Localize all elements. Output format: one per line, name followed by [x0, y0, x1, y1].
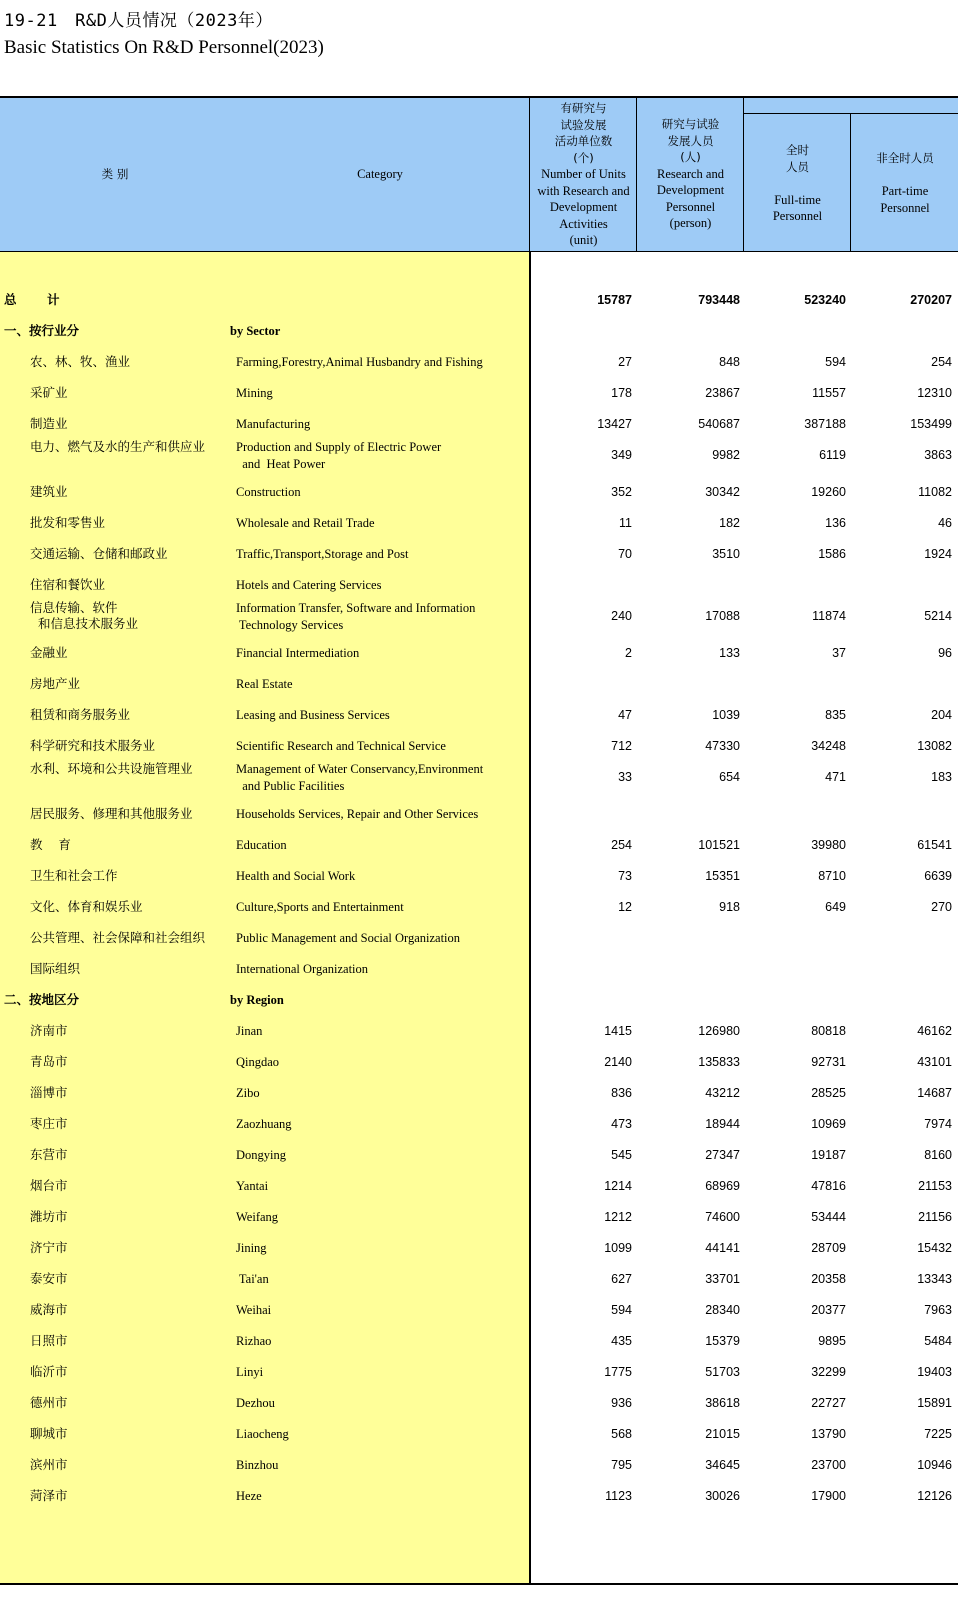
row-value: 270	[931, 900, 952, 914]
row-value: 30026	[705, 1489, 740, 1503]
row-value: 5214	[924, 609, 952, 623]
row-value: 19187	[811, 1148, 846, 1162]
row-category-en: International Organization	[236, 962, 369, 976]
row-category-cn: 二、按地区分	[4, 992, 80, 1007]
row-value: 92731	[811, 1055, 846, 1069]
row-category-en: Zaozhuang	[236, 1117, 292, 1131]
row-value: 1775	[604, 1365, 632, 1379]
row-value: 540687	[698, 417, 740, 431]
row-category-cn: 住宿和餐饮业	[30, 577, 106, 592]
header-part-time	[852, 150, 958, 216]
header-line: Development	[656, 183, 725, 197]
header-line: 人员	[786, 159, 809, 174]
row-category-cn: 一、按行业分	[4, 323, 80, 338]
row-value: 53444	[811, 1210, 846, 1224]
row-value: 21156	[918, 1210, 952, 1224]
row-value: 5484	[924, 1334, 952, 1348]
row-value: 17088	[705, 609, 740, 623]
header-line: Activities	[559, 216, 608, 231]
row-value: 34248	[811, 739, 846, 753]
table-header	[0, 98, 958, 252]
table-body	[0, 252, 958, 1585]
row-category-cn: 租赁和商务服务业	[30, 707, 131, 722]
row-value: 13790	[811, 1427, 846, 1441]
row-value: 3863	[924, 448, 952, 462]
row-value: 11874	[812, 609, 846, 623]
row-value: 1099	[604, 1241, 632, 1255]
row-value: 15351	[705, 869, 740, 883]
header-full-time	[745, 142, 850, 225]
row-value: 20377	[811, 1303, 846, 1317]
row-category-en: Information Transfer, Software and Information Technology Services	[236, 601, 476, 632]
row-value: 28709	[811, 1241, 846, 1255]
row-category-en: Wholesale and Retail Trade	[236, 516, 375, 530]
row-value: 13427	[597, 417, 632, 431]
row-value: 13082	[917, 739, 952, 753]
row-category-en: Rizhao	[236, 1334, 272, 1348]
header-divider	[850, 113, 851, 252]
body-divider	[529, 252, 531, 1585]
row-value: 7963	[924, 1303, 952, 1317]
row-value: 28525	[811, 1086, 846, 1100]
row-value: 70	[618, 547, 632, 561]
row-value: 387188	[804, 417, 846, 431]
row-category-en: Weifang	[236, 1210, 279, 1224]
row-category-cn: 信息传输、软件 和信息技术服务业	[30, 600, 138, 631]
row-value: 12126	[917, 1489, 952, 1503]
row-category-cn: 临沂市	[30, 1364, 68, 1379]
header-line: (个)	[573, 150, 594, 165]
row-value: 1039	[712, 708, 740, 722]
row-category-en: by Region	[230, 993, 284, 1007]
header-line: (unit)	[569, 233, 598, 247]
row-category-cn: 日照市	[30, 1333, 68, 1348]
row-value: 8160	[924, 1148, 952, 1162]
row-value: 352	[611, 485, 632, 499]
row-value: 183	[931, 770, 952, 784]
row-category-en: Linyi	[236, 1365, 264, 1379]
row-value: 936	[611, 1396, 632, 1410]
row-value: 204	[931, 708, 952, 722]
row-category-en: Qingdao	[236, 1055, 280, 1069]
row-value: 30342	[705, 485, 740, 499]
row-value: 471	[825, 770, 846, 784]
row-value: 1214	[604, 1179, 632, 1193]
row-category-en: Real Estate	[236, 677, 293, 691]
row-value: 1586	[818, 547, 846, 561]
row-value: 27347	[705, 1148, 740, 1162]
row-value: 435	[611, 1334, 632, 1348]
header-line: Research and	[657, 166, 724, 181]
row-value: 270207	[910, 293, 952, 307]
row-value: 133	[719, 646, 740, 660]
row-value: 23867	[705, 386, 740, 400]
row-value: 47816	[811, 1179, 846, 1193]
row-category-cn: 农、林、牧、渔业	[30, 354, 131, 369]
row-value: 33701	[705, 1272, 740, 1286]
row-category-cn: 国际组织	[30, 961, 81, 976]
row-value: 80818	[811, 1024, 846, 1038]
row-category-cn: 金融业	[30, 645, 68, 660]
header-line: Full-time	[774, 192, 821, 207]
row-value: 13343	[917, 1272, 952, 1286]
row-value: 19260	[811, 485, 846, 499]
header-line: 研究与试验	[661, 117, 720, 131]
row-value: 126980	[698, 1024, 740, 1038]
row-value: 594	[611, 1303, 632, 1317]
row-category-en: Hotels and Catering Services	[236, 578, 382, 592]
header-line: Number of Units	[541, 167, 626, 181]
row-value: 22727	[811, 1396, 846, 1410]
row-category-cn: 总 计	[4, 292, 60, 307]
row-value: 254	[611, 838, 632, 852]
row-value: 6119	[819, 448, 846, 462]
header-category-en: Category	[357, 167, 403, 181]
row-value: 848	[719, 355, 740, 369]
row-value: 68969	[705, 1179, 740, 1193]
row-category-cn: 潍坊市	[30, 1209, 68, 1224]
header-line: 试验发展	[560, 117, 607, 132]
header-category-cn: 类 别	[101, 167, 129, 181]
row-value: 11082	[918, 485, 952, 499]
row-value: 33	[618, 770, 632, 784]
header-line: (人)	[680, 150, 701, 164]
row-value: 136	[825, 516, 846, 530]
row-value: 12	[618, 900, 632, 914]
row-value: 20358	[811, 1272, 846, 1286]
row-category-cn: 采矿业	[30, 385, 68, 400]
row-category-cn: 科学研究和技术服务业	[30, 738, 156, 753]
row-category-en: by Sector	[230, 324, 281, 338]
row-value: 135833	[698, 1055, 740, 1069]
row-category-en: Yantai	[236, 1179, 269, 1193]
row-value: 15379	[705, 1334, 740, 1348]
header-line: 全时	[786, 143, 809, 157]
row-value: 627	[611, 1272, 632, 1286]
header-divider	[743, 98, 744, 252]
row-value: 46	[938, 516, 952, 530]
row-category-cn: 泰安市	[30, 1271, 68, 1286]
row-value: 51703	[705, 1365, 740, 1379]
row-value: 21153	[918, 1179, 952, 1193]
row-value: 12310	[917, 386, 952, 400]
table-title-cn: 19-21 R&D人员情况（2023年）	[4, 11, 273, 31]
header-line: 有研究与	[560, 101, 607, 115]
row-category-cn: 淄博市	[30, 1085, 68, 1100]
row-value: 74600	[705, 1210, 740, 1224]
row-category-cn: 济宁市	[30, 1240, 68, 1255]
row-category-en: Weihai	[236, 1303, 272, 1317]
row-value: 6639	[924, 869, 952, 883]
row-category-en: Production and Supply of Electric Power and Heat Power	[236, 440, 442, 471]
row-value: 15787	[597, 293, 632, 307]
row-value: 61541	[917, 838, 952, 852]
header-line: Personnel	[772, 209, 823, 223]
row-category-cn: 电力、燃气及水的生产和供应业	[30, 439, 206, 454]
row-value: 44141	[705, 1241, 740, 1255]
header-line	[852, 167, 958, 184]
row-value: 1924	[924, 547, 952, 561]
row-value: 254	[931, 355, 952, 369]
row-category-en: Manufacturing	[236, 417, 311, 431]
header-line	[745, 175, 850, 192]
header-line: Development	[549, 200, 618, 214]
row-category-en: Binzhou	[236, 1458, 279, 1472]
row-value: 568	[611, 1427, 632, 1441]
row-value: 654	[719, 770, 740, 784]
row-value: 712	[611, 739, 632, 753]
row-category-en: Construction	[236, 485, 301, 499]
row-category-en: Management of Water Conservancy,Environment and Public Facilities	[236, 762, 484, 793]
row-value: 21015	[705, 1427, 740, 1441]
row-value: 15432	[917, 1241, 952, 1255]
row-value: 43212	[705, 1086, 740, 1100]
row-category-en: Dezhou	[236, 1396, 275, 1410]
row-value: 18944	[705, 1117, 740, 1131]
row-value: 96	[938, 646, 952, 660]
row-category-en: Tai'an	[236, 1272, 269, 1286]
header-line: Personnel	[665, 199, 716, 214]
row-value: 37	[832, 646, 846, 660]
row-value: 17900	[811, 1489, 846, 1503]
row-category-en: Culture,Sports and Entertainment	[236, 900, 404, 914]
row-category-cn: 居民服务、修理和其他服务业	[30, 806, 193, 821]
row-category-cn: 滨州市	[30, 1457, 68, 1472]
row-category-cn: 德州市	[30, 1395, 68, 1410]
row-value: 9895	[818, 1334, 846, 1348]
row-category-en: Education	[236, 838, 287, 852]
header-subrule	[743, 113, 958, 114]
row-value: 39980	[811, 838, 846, 852]
table-title-en: Basic Statistics On R&D Personnel(2023)	[4, 37, 324, 58]
header-divider	[636, 98, 637, 252]
row-value: 594	[825, 355, 846, 369]
row-value: 23700	[811, 1458, 846, 1472]
row-value: 8710	[818, 869, 846, 883]
row-value: 11	[619, 516, 632, 530]
row-value: 7225	[924, 1427, 952, 1441]
row-value: 1123	[605, 1489, 632, 1503]
row-category-en: Jinan	[236, 1024, 263, 1038]
row-value: 182	[719, 516, 740, 530]
row-value: 11557	[812, 386, 846, 400]
row-value: 1212	[604, 1210, 632, 1224]
row-category-en: Farming,Forestry,Animal Husbandry and Fishing	[236, 355, 483, 369]
header-line: Part-time	[881, 184, 929, 198]
row-category-cn: 东营市	[30, 1147, 68, 1162]
row-value: 34645	[705, 1458, 740, 1472]
row-value: 10946	[917, 1458, 952, 1472]
row-value: 2140	[604, 1055, 632, 1069]
row-value: 523240	[804, 293, 846, 307]
header-personnel	[638, 116, 743, 232]
row-category-cn: 威海市	[30, 1302, 68, 1317]
row-category-cn: 聊城市	[30, 1426, 68, 1441]
row-value: 473	[611, 1117, 632, 1131]
row-value: 795	[611, 1458, 632, 1472]
row-value: 2	[625, 646, 632, 660]
row-category-en: Liaocheng	[236, 1427, 289, 1441]
row-category-cn: 交通运输、仓储和邮政业	[30, 546, 168, 561]
header-divider	[529, 98, 530, 252]
row-value: 43101	[917, 1055, 952, 1069]
row-category-en: Traffic,Transport,Storage and Post	[236, 547, 409, 561]
row-value: 918	[719, 900, 740, 914]
row-value: 349	[611, 448, 632, 462]
row-value: 545	[611, 1148, 632, 1162]
row-category-cn: 青岛市	[30, 1054, 68, 1069]
row-category-cn: 水利、环境和公共设施管理业	[30, 761, 193, 776]
row-value: 15891	[917, 1396, 952, 1410]
row-category-cn: 教 育	[30, 837, 71, 852]
row-category-en: Public Management and Social Organization	[236, 931, 461, 945]
row-category-cn: 枣庄市	[30, 1116, 68, 1131]
row-value: 47330	[705, 739, 740, 753]
row-category-cn: 济南市	[30, 1023, 68, 1038]
row-category-cn: 制造业	[30, 416, 68, 431]
row-category-cn: 房地产业	[30, 676, 81, 691]
table-bottom-rule	[0, 1583, 958, 1585]
row-category-en: Leasing and Business Services	[236, 708, 390, 722]
row-value: 101521	[698, 838, 740, 852]
row-value: 28340	[705, 1303, 740, 1317]
row-category-cn: 建筑业	[30, 484, 68, 499]
header-units	[531, 100, 636, 249]
row-value: 835	[825, 708, 846, 722]
row-value: 19403	[917, 1365, 952, 1379]
header-line: Personnel	[880, 200, 930, 215]
row-category-cn: 批发和零售业	[30, 515, 106, 530]
row-value: 73	[618, 869, 632, 883]
row-value: 649	[825, 900, 846, 914]
row-value: 240	[611, 609, 632, 623]
row-value: 46162	[917, 1024, 952, 1038]
row-category-en: Households Services, Repair and Other Services	[236, 807, 479, 821]
row-value: 10969	[811, 1117, 846, 1131]
row-value: 14687	[917, 1086, 952, 1100]
row-category-en: Scientific Research and Technical Service	[236, 739, 446, 753]
row-category-en: Jining	[236, 1241, 267, 1255]
row-value: 32299	[811, 1365, 846, 1379]
header-line: 活动单位数	[554, 134, 613, 148]
row-value: 178	[611, 386, 632, 400]
header-line: with Research and	[537, 183, 630, 198]
header-line: 发展人员	[667, 133, 714, 148]
row-category-en: Financial Intermediation	[236, 646, 360, 660]
row-category-cn: 文化、体育和娱乐业	[30, 899, 143, 914]
row-category-en: Heze	[236, 1489, 262, 1503]
header-line: (person)	[669, 216, 712, 230]
row-category-en: Mining	[236, 386, 273, 400]
row-value: 7974	[924, 1117, 952, 1131]
row-value: 1415	[604, 1024, 632, 1038]
row-category-cn: 卫生和社会工作	[30, 868, 118, 883]
row-value: 3510	[712, 547, 740, 561]
row-category-en: Zibo	[236, 1086, 260, 1100]
row-value: 836	[611, 1086, 632, 1100]
row-category-cn: 烟台市	[30, 1178, 68, 1193]
row-value: 47	[618, 708, 632, 722]
row-category-cn: 公共管理、社会保障和社会组织	[30, 930, 206, 945]
row-category-en: Health and Social Work	[236, 869, 356, 883]
header-line: 非全时人员	[876, 151, 934, 165]
row-value: 9982	[712, 448, 740, 462]
row-value: 38618	[705, 1396, 740, 1410]
row-value: 27	[618, 355, 632, 369]
row-value: 153499	[910, 417, 952, 431]
row-value: 793448	[698, 293, 740, 307]
row-category-cn: 菏泽市	[30, 1488, 68, 1503]
row-category-en: Dongying	[236, 1148, 286, 1162]
